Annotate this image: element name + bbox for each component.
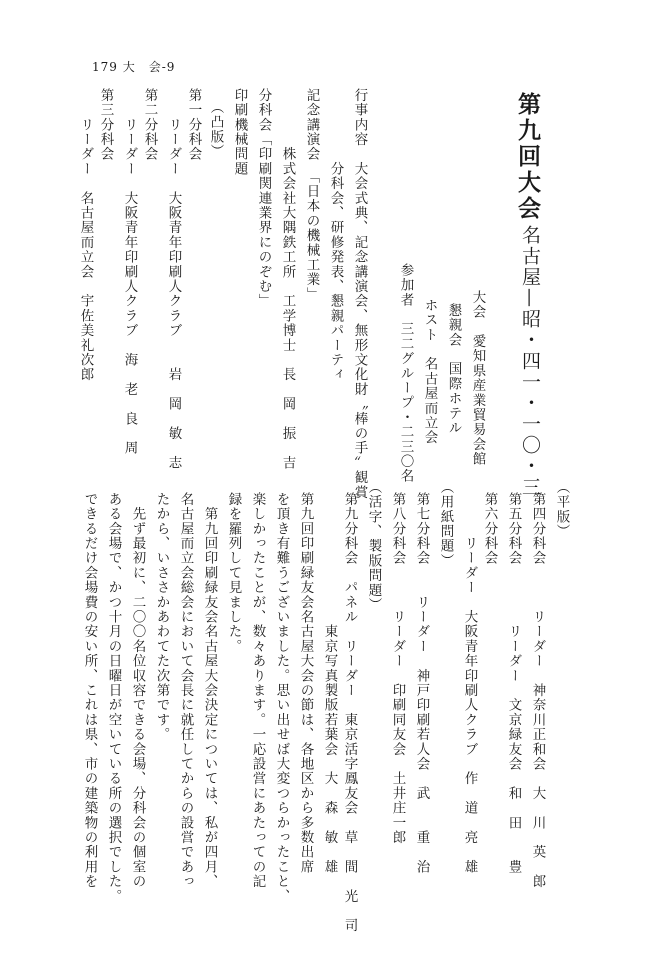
group-3-name: 第三分科会 bbox=[97, 88, 114, 162]
page-number: 179 bbox=[92, 60, 118, 74]
program-lecture-label: 記念講演会 「日本の機械工業」 bbox=[303, 88, 320, 302]
essay-line-3: 楽しかったことが、数々あります。一応設営にあたっての記 bbox=[249, 492, 266, 889]
essay-line-7: たから、いささかあわてた次第です。 bbox=[153, 492, 170, 742]
venue-participants: 参加者 三二グループ・二三〇名 bbox=[397, 263, 414, 484]
venue-host: ホスト 名古屋而立会 bbox=[421, 298, 438, 445]
essay-line-5: 第九回印刷緑友会名古屋大会決定については、私が四月、 bbox=[201, 492, 218, 889]
group-9-b: 東京写真製版若葉会 大 森 敏 雄 bbox=[321, 492, 338, 875]
section-label: 大 会-9 bbox=[122, 60, 176, 74]
essay-line-1: 第九回印刷緑友会名古屋大会の節は、各地区から多数出席 bbox=[297, 492, 314, 875]
page-title: 第九回大会 bbox=[514, 92, 541, 222]
group-8: 第八分科会 リーダー 印刷同友会 土井庄一郎 bbox=[389, 492, 406, 845]
program-toppan: （凸版） bbox=[207, 100, 224, 159]
group-4: 第四分科会 リーダー 神奈川正和会 大 川 英 郎 bbox=[529, 492, 546, 889]
group-5: 第五分科会 リーダー 文京緑友会 和 田 豊 bbox=[505, 492, 522, 875]
essay-line-2: を頂き有難うございました。思い出せば大変つらかったこと、 bbox=[273, 492, 290, 904]
page-header bbox=[92, 58, 175, 75]
group-6: 第六分科会 bbox=[481, 492, 498, 566]
essay-line-10: できるだけ会場費の安い所、これは県、市の建築物の利用を bbox=[81, 492, 98, 889]
program-problem: 印刷機械問題 bbox=[231, 88, 248, 177]
group-6-leader: リーダー 大阪青年印刷人クラブ 作 道 亮 雄 bbox=[461, 492, 478, 875]
venue-taikai: 大会 愛知県産業貿易会館 bbox=[469, 290, 486, 467]
essay-line-6: 名古屋而立会総会において会長に就任してからの設営であっ bbox=[177, 492, 194, 889]
essay-line-4: 録を羅列して見ました。 bbox=[225, 492, 242, 654]
program-lecture-speaker: 株式会社大隅鉄工所 工学博士 長 岡 振 吉 bbox=[279, 88, 296, 471]
group-1-leader: リーダー 大阪青年印刷人クラブ 岩 岡 敏 志 bbox=[165, 88, 182, 471]
page-subtitle: 名古屋—昭・四一・一〇・三 bbox=[519, 225, 541, 498]
group-7: 第七分科会 リーダー 神戸印刷若人会 武 重 治 bbox=[413, 492, 430, 875]
essay-line-9: ある会場で、かつ十月の日曜日が空いている所の選択でした。 bbox=[105, 492, 122, 904]
group-2-leader: リーダー 大阪青年印刷人クラブ 海 老 良 周 bbox=[121, 88, 138, 456]
group-2-name: 第二分科会 bbox=[141, 88, 158, 162]
heiban-label: （平版） bbox=[553, 480, 570, 539]
paper-label: （用紙問題） bbox=[437, 480, 454, 569]
group-9: 第九分科会 パネル リーダー 東京活字鳳友会 草 間 光 司 bbox=[341, 492, 358, 933]
program-events-1: 行事内容 大会式典、記念講演会、無形文化財〝棒の手〟観賞 bbox=[351, 88, 368, 500]
katsuji-label: （活字、製版問題） bbox=[365, 480, 382, 613]
program-events-2: 分科会、研修発表、懇親パーティ bbox=[327, 88, 344, 382]
venue-konshinkai: 懇親会 国際ホテル bbox=[445, 303, 462, 436]
program-subcommittee: 分科会「印刷関連業界にのぞむ」 bbox=[255, 88, 272, 309]
essay-line-8: 先ず最初に、二〇〇名位収容できる会場、分科会の個室の bbox=[129, 492, 146, 889]
group-1-name: 第一分科会 bbox=[185, 88, 202, 162]
group-3-leader: リーダー 名古屋而立会 宇佐美礼次郎 bbox=[77, 88, 94, 382]
